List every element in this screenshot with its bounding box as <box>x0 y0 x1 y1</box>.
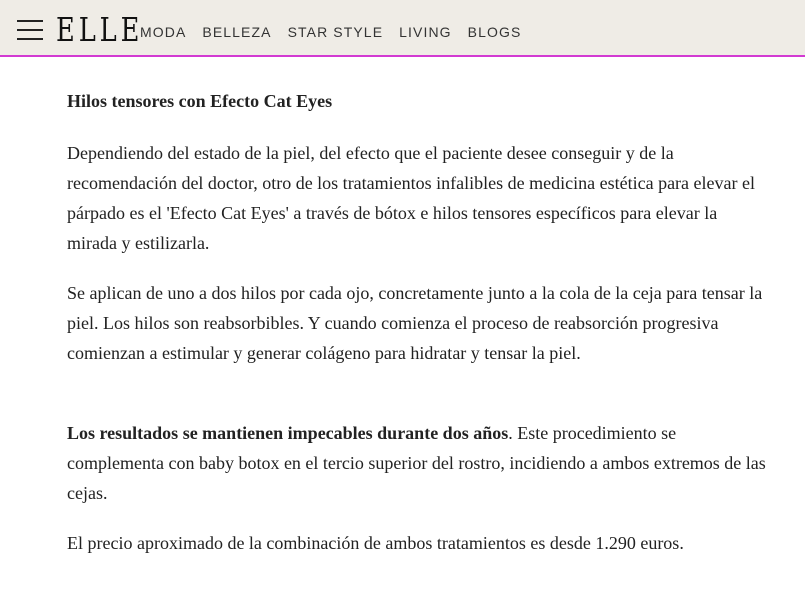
results-highlight: Los resultados se mantienen impecables durante dos años <box>67 423 509 443</box>
site-header <box>0 0 805 57</box>
menu-icon[interactable] <box>17 19 43 41</box>
nav-belleza[interactable]: BELLEZA <box>202 24 272 40</box>
nav-living[interactable]: LIVING <box>399 24 452 40</box>
paragraph-price: El precio aproximado de la combinación de ambos tratamientos es desde 1.290 euros. <box>67 533 684 553</box>
main-nav <box>140 23 537 41</box>
elle-logo[interactable]: ELLE <box>56 10 144 49</box>
nav-moda[interactable]: MODA <box>140 24 187 40</box>
results-detail: . Este procedimiento se complementa con baby botox en el tercio superior del rostro, incidiendo a ambos extremos de las cejas. <box>67 423 766 503</box>
nav-star-style[interactable]: STAR STYLE <box>287 24 384 40</box>
paragraph-results <box>67 418 767 508</box>
paragraph-cat-eyes-intro: Dependiendo del estado de la piel, del efecto que el paciente desee conseguir y de la recomendación del doctor, otro de los tratamientos infalibles de medicina estética para elevar el párpado es el 'Efecto Cat Eyes' a través de bótox e hilos tensores específicos para elevar la mirada y estilizarla. <box>67 143 755 253</box>
section-subheading: Hilos tensores con Efecto Cat Eyes <box>67 91 333 111</box>
nav-blogs[interactable]: BLOGS <box>467 24 522 40</box>
paragraph-thread-application: Se aplican de uno a dos hilos por cada ojo, concretamente junto a la cola de la ceja para tensar la piel. Los hilos son reabsorbibles. Y cuando comienza el proceso de reabsorción progresiva comienzan a estimular y generar colágeno para hidratar y tensar la piel. <box>67 283 763 363</box>
